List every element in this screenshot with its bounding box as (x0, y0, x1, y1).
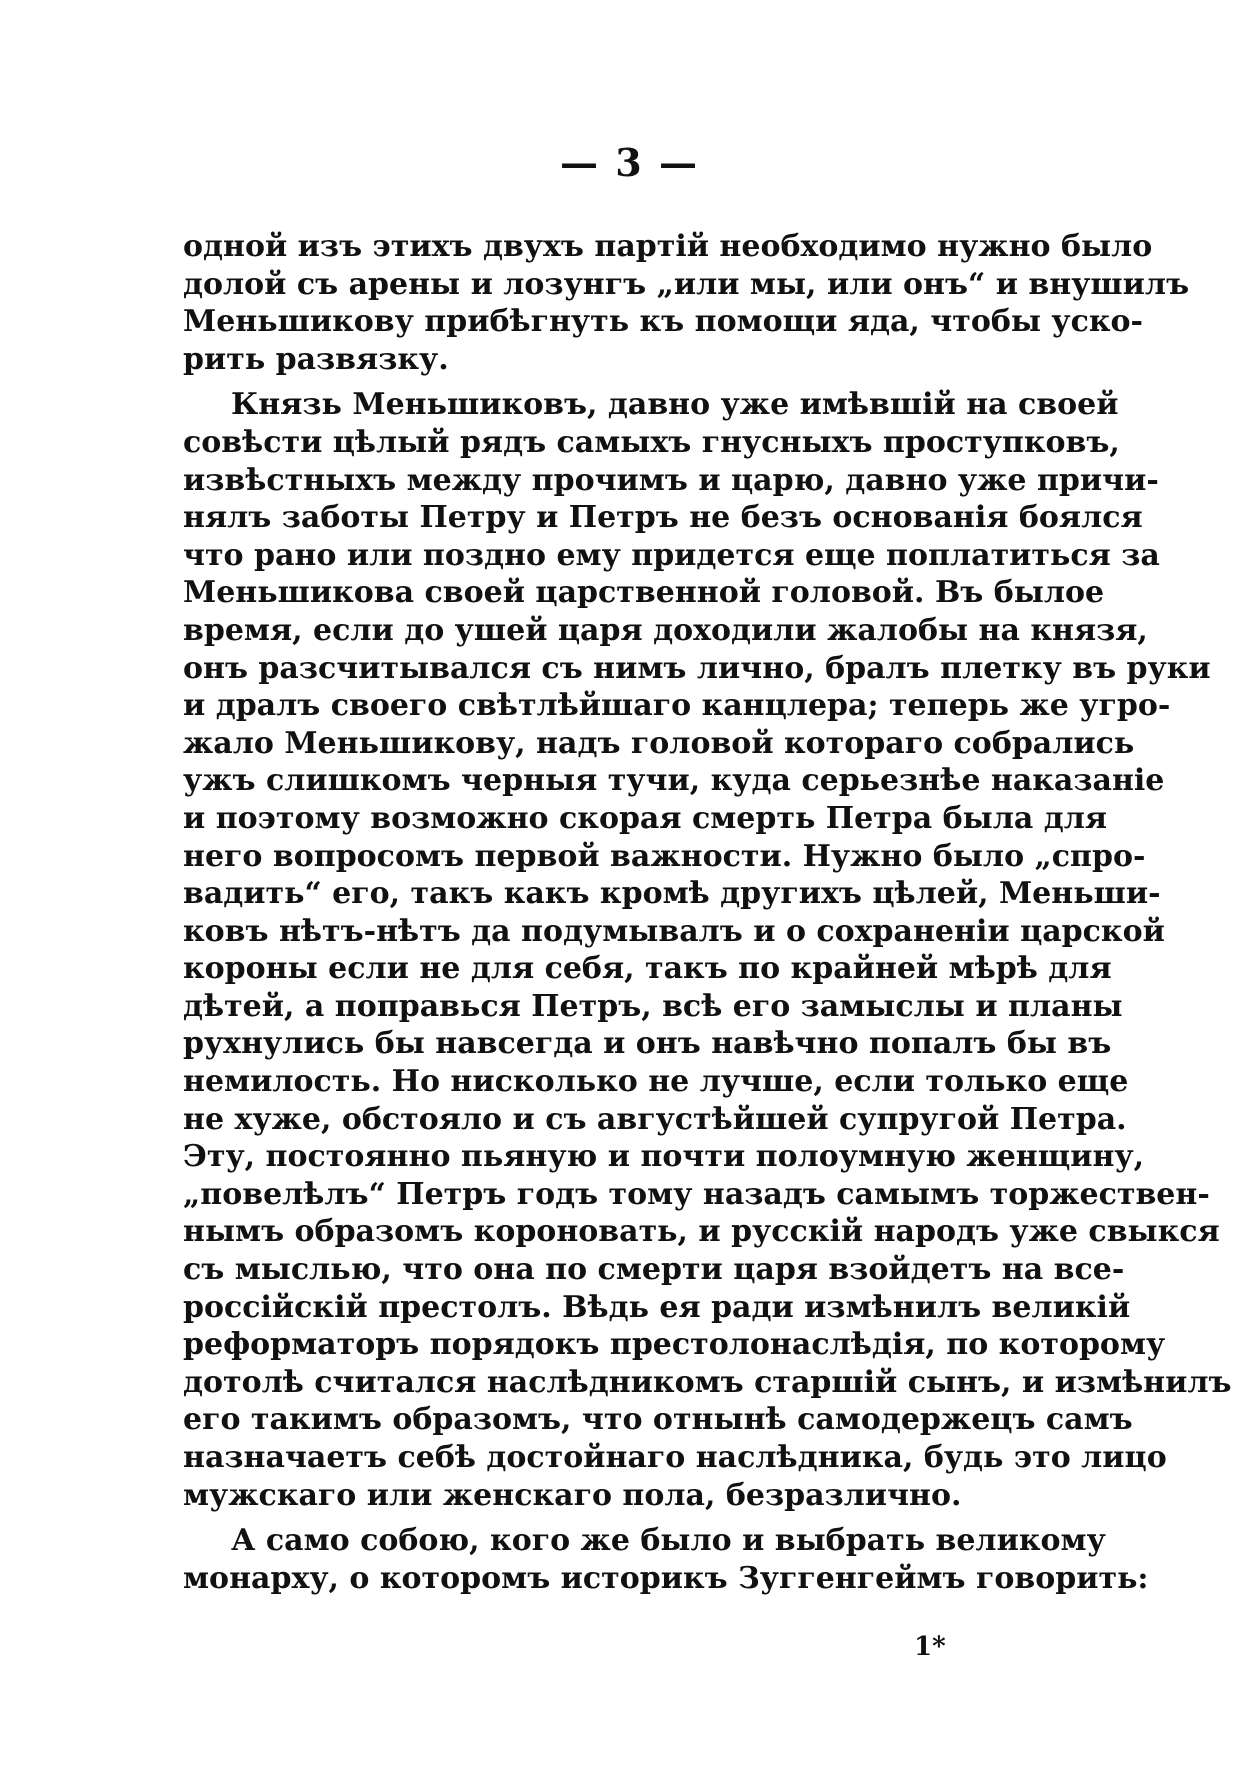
text-line: мужскаго или женскаго пола, безразлично. (183, 1477, 962, 1513)
text-line: монарху, о которомъ историкъ Зуггенгеймъ говорить: (183, 1560, 1149, 1596)
text-line: немилость. Но нисколько не лучше, если только еще (183, 1064, 1129, 1100)
text-line: А само собою, кого же было и выбрать великому (231, 1523, 1106, 1559)
body-text (183, 228, 1232, 1597)
text-line: Князь Меньшиковъ, давно уже имѣвшій на своей (231, 387, 1119, 423)
text-line: назначаетъ себѣ достойнаго наслѣдника, будь это лицо (183, 1440, 1167, 1475)
paragraph-1 (183, 228, 1190, 378)
text-line: короны если не для себя, такъ по крайней мѣрѣ для (183, 951, 1112, 987)
text-line: „повелѣлъ“ Петръ годъ тому назадъ самымъ торжествен- (183, 1176, 1210, 1212)
text-line: дѣтей, а поправься Петръ, всѣ его замыслы и планы (183, 988, 1123, 1024)
text-line: жало Меньшикову, надъ головой котораго собрались (183, 725, 1135, 761)
text-line: и дралъ своего свѣтлѣйшаго канцлера; теперь же угро- (183, 688, 1171, 724)
text-line: извѣстныхъ между прочимъ и царю, давно уже причи- (183, 462, 1159, 498)
text-line: него вопросомъ первой важности. Нужно было „спро- (183, 838, 1146, 874)
text-line: дотолѣ считался наслѣдникомъ старшій сынъ, и измѣнилъ (183, 1364, 1232, 1400)
text-line: одной изъ этихъ двухъ партій необходимо нужно было (183, 229, 1153, 264)
text-line: что рано или поздно ему придется еще поплатиться за (183, 537, 1160, 573)
paragraph-3 (183, 1522, 1149, 1597)
signature-mark: 1* (914, 1632, 946, 1662)
text-line: ковъ нѣтъ-нѣтъ да подумывалъ и о сохраненіи царской (183, 913, 1165, 949)
text-line: Меньшикова своей царственной головой. Въ былое (183, 575, 1105, 611)
text-line: совѣсти цѣлый рядъ самыхъ гнусныхъ проступковъ, (183, 424, 1120, 460)
page-number: — 3 — (560, 140, 699, 185)
text-line: россійскій престолъ. Вѣдь ея ради измѣнилъ великій (183, 1289, 1131, 1325)
text-line: его такимъ образомъ, что отнынѣ самодержецъ самъ (183, 1402, 1133, 1438)
text-line: ужъ слишкомъ черныя тучи, куда серьезнѣе наказаніе (183, 763, 1165, 799)
paragraph-2 (183, 386, 1232, 1514)
text-line: реформаторъ порядокъ престолонаслѣдія, по которому (183, 1327, 1166, 1363)
text-line: долой съ арены и лозунгъ „или мы, или онъ“ и внушилъ (183, 266, 1190, 302)
text-line: рухнулись бы навсегда и онъ навѣчно попалъ бы въ (183, 1026, 1112, 1062)
text-line: съ мыслью, что она по смерти царя взойдетъ на все- (183, 1252, 1125, 1288)
text-line: Эту, постоянно пьяную и почти полоумную женщину, (183, 1139, 1145, 1175)
text-line: вадить“ его, такъ какъ кромѣ другихъ цѣлей, Меньши- (183, 876, 1161, 912)
text-line: онъ разсчитывался съ нимъ лично, бралъ плетку въ руки (183, 650, 1211, 686)
text-line: рить развязку. (183, 341, 449, 377)
text-line: Меньшикову прибѣгнуть къ помощи яда, чтобы уско- (183, 304, 1143, 340)
text-line: не хуже, обстояло и съ августѣйшей супругой Петра. (183, 1101, 1127, 1137)
text-line: и поэтому возможно скорая смерть Петра была для (183, 800, 1108, 836)
text-line: нялъ заботы Петру и Петръ не безъ основанія боялся (183, 500, 1143, 536)
text-line: время, если до ушей царя доходили жалобы на князя, (183, 612, 1148, 648)
text-line: нымъ образомъ короновать, и русскій народъ уже свыкся (183, 1214, 1220, 1250)
